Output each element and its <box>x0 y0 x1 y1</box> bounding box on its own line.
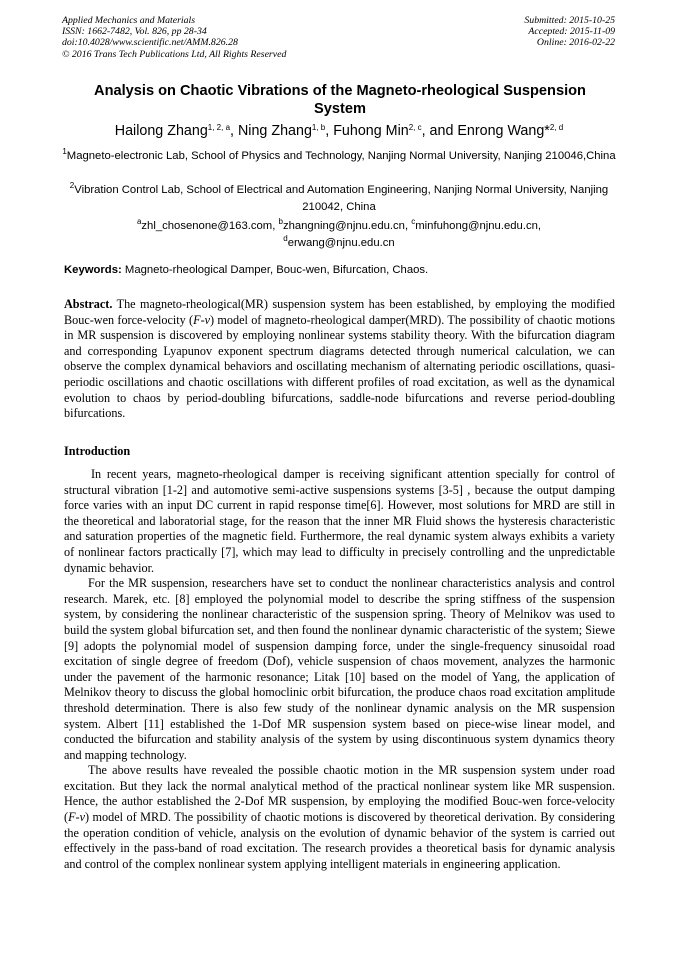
accepted-date: Accepted: 2015-11-09 <box>528 26 615 38</box>
affiliation-marker: 2 <box>69 181 75 190</box>
intro-fv-term: F-v <box>68 810 85 825</box>
affiliation-text: Magneto-electronic Lab, School of Physics and Technology, Nanjing Normal University, Nanjing 210046,China <box>66 150 616 162</box>
section-heading-introduction: Introduction <box>64 444 131 458</box>
keywords <box>64 263 428 278</box>
email-marker: d <box>283 234 288 243</box>
keywords-label: Keywords: <box>64 264 122 276</box>
email-address: minfuhong@njnu.edu.cn, <box>415 220 542 232</box>
intro-paragraph-3-text-2: ) model of MRD. The possibility of chaotic motions is discovered by theoretical derivation. By considering the operation condition of vehicle, analysis on the evolution of dynamic behavior of the system is carried out effectively in the pass-band of road excitation. The research provides a theoretical basis for dynamic analysis and control of the complex nonlinear system applying intelligent materials in engineering application. <box>64 810 615 871</box>
author-affiliation-marker: 1, 2, a <box>207 123 231 132</box>
author-separator: , and <box>421 123 458 139</box>
email-marker: b <box>278 217 283 226</box>
author-name: Ning Zhang <box>237 123 312 139</box>
author-name: Enrong Wang* <box>457 123 550 139</box>
author-separator: , <box>325 123 334 139</box>
paper-title <box>60 82 620 118</box>
title-line-2: System <box>314 101 366 117</box>
email-marker: a <box>136 217 142 226</box>
submitted-date: Submitted: 2015-10-25 <box>524 15 615 26</box>
affiliation-marker: 1 <box>62 147 67 156</box>
author-affiliation-marker: 2, d <box>549 123 564 132</box>
keywords-text: Magneto-rheological Damper, Bouc-wen, Bifurcation, Chaos. <box>121 264 429 276</box>
email-address: zhangning@njnu.edu.cn, <box>282 220 412 232</box>
intro-paragraph-2: For the MR suspension, researchers have set to conduct the nonlinear characteristics analysis and control research. Marek, etc. [8] employed the polynomial model to describe the spring stiffness of the suspension system, by considering the nonlinear characteristic of the suspension spring. Theory of Melnikov was used to build the system global bifurcation set, and then found the nonlinear dynamic characteristic of the system; Siewe [9] adopts the polynomial model of suspension damping force, under the single-frequency sinusoidal road excitation of single degree of freedom (Dof), vehicle suspension of chaos movement, analyzes the harmonic under the pavement of the harmonic resonance; Litak [10] based on the model of Yang, the application of Melnikov theory to discuss the global homoclinic orbit bifurcation, the produce chaos road excitation amplitude threshold determination. There is also few study of the nonlinear dynamic analysis on the MR suspension system. Albert [11] established the 1-Dof MR suspension system based on piece-wise linear model, and conducted the bifurcation and stability analysis of the system by using discontinuous system dynamics theory and mapping technology. <box>64 576 615 762</box>
author-list <box>40 122 638 140</box>
introduction-body <box>64 467 615 872</box>
abstract-text-2: ) model of magneto-rheological damper(MRD). The possibility of chaotic motions in MR suspension is discovered by employing nonlinear systems stability theory. With the bifurcation diagram and corresponding Lyapunov exponent spectrum diagrams detected through numerical calculation, we can observe the complex dynamical behaviors and oscillating mechanism of alternating periodic oscillations, quasi-periodic oscillations and chaotic oscillations with different profiles of road excitation, as well as the dynamical evolution to chaos by period-doubling bifurcations, saddle-node bifurcations and reverse period-doubling bifurcations. <box>64 312 615 421</box>
author-affiliation-marker: 1, b <box>311 123 326 132</box>
affiliation-1 <box>62 148 616 165</box>
abstract-fv-term: F-v <box>193 312 211 327</box>
email-address: zhl_chosenone@163.com, <box>141 220 279 232</box>
author-separator: , <box>230 123 238 139</box>
intro-paragraph-1: In recent years, magneto-rheological damper is receiving significant attention specially for control of structural vibration [1-2] and automotive semi-active suspensions systems [3-5] , because the output damping force varies with an input DC current in rapid response time[6]. However, most solutions for MRD are still in the theoretical and laboratorial stage, for the reason that the inner MR Fluid shows the hysteresis characteristic and saturation properties of the magnetic field. Furthermore, the real dynamic system always exhibits a variety of nonlinear factors practically [7], which may lead to difficulty in precisely controlling and the unpredictable dynamic behavior. <box>64 467 615 575</box>
journal-name: Applied Mechanics and Materials <box>62 15 196 26</box>
author-name: Hailong Zhang <box>114 123 208 139</box>
author-affiliation-marker: 2, c <box>408 123 422 132</box>
email-address: erwang@njnu.edu.cn <box>287 237 395 249</box>
author-name: Fuhong Min <box>333 123 409 139</box>
copyright-line: © 2016 Trans Tech Publications Ltd, All Rights Reserved <box>62 48 287 60</box>
intro-paragraph-3-text-1: The above results have revealed the possible chaotic motion in the MR suspension system under road excitation. But they lack the normal analytical method of the practical nonlinear system like MR suspension. Hence, the author established the 2-Dof MR suspension, by employing the modified Bouc-wen force-velocity ( <box>64 763 615 825</box>
abstract-label: Abstract. <box>64 297 113 311</box>
intro-paragraph-3 <box>64 763 615 872</box>
title-line-1: Analysis on Chaotic Vibrations of the Magneto-rheological Suspension <box>94 83 586 99</box>
affiliation-text: Vibration Control Lab, School of Electrical and Automation Engineering, Nanjing Normal University, Nanjing 210042, China <box>74 184 609 213</box>
doi-line: doi:10.4028/www.scientific.net/AMM.826.28 <box>62 37 238 49</box>
email-list <box>62 218 616 252</box>
affiliation-2 <box>62 182 616 216</box>
submission-dates <box>524 15 615 49</box>
issn-line: ISSN: 1662-7482, Vol. 826, pp 28-34 <box>62 26 207 38</box>
online-date: Online: 2016-02-22 <box>536 37 615 49</box>
abstract-text-1: The magneto-rheological(MR) suspension system has been established, by employing the modified Bouc-wen force-velocity ( <box>64 297 615 327</box>
email-marker: c <box>411 217 416 226</box>
abstract <box>64 297 615 422</box>
journal-info <box>62 15 286 60</box>
